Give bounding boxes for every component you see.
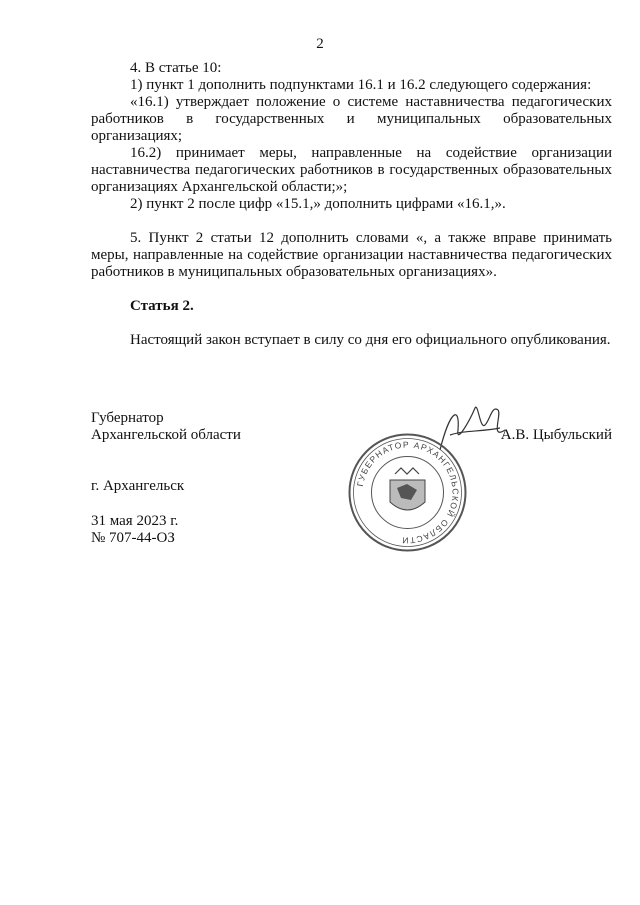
paragraph: 5. Пункт 2 статьи 12 дополнить словами «, а также вправе принимать меры, направленные на содействие организации наставничества педагогических работников в муниципальных образовательных организациях». (91, 230, 612, 280)
paragraph: 16.2) принимает меры, направленные на содействие организации наставничества педагогических работников в государственных образовательных организациях Архангельской области;»; (91, 145, 612, 195)
position-line: Губернатор (91, 410, 164, 426)
seal-text: ГУБЕРНАТОР АРХАНГЕЛЬСКОЙ ОБЛАСТИ (354, 439, 461, 546)
page-number: 2 (316, 36, 324, 52)
article-heading: Статья 2. (130, 298, 194, 314)
law-number: № 707-44-ОЗ (91, 530, 175, 546)
document-body (91, 60, 612, 349)
place-of-signing: г. Архангельск (91, 478, 185, 494)
signing-date: 31 мая 2023 г. (91, 513, 179, 529)
signatory-position (91, 410, 241, 444)
position-line: Архангельской области (91, 427, 241, 443)
date-block (91, 513, 178, 547)
signatory-name: А.В. Цыбульский (500, 427, 612, 443)
paragraph: 2) пункт 2 после цифр «15.1,» дополнить цифрами «16.1,». (130, 196, 506, 212)
official-seal-icon (345, 430, 470, 555)
paragraph: «16.1) утверждает положение о системе наставничества педагогических работников в государственных и муниципальных образовательных организациях; (91, 94, 612, 144)
paragraph: Настоящий закон вступает в силу со дня его официального опубликования. (130, 332, 611, 348)
paragraph: 1) пункт 1 дополнить подпунктами 16.1 и 16.2 следующего содержания: (130, 77, 592, 93)
paragraph: 4. В статье 10: (130, 60, 222, 76)
